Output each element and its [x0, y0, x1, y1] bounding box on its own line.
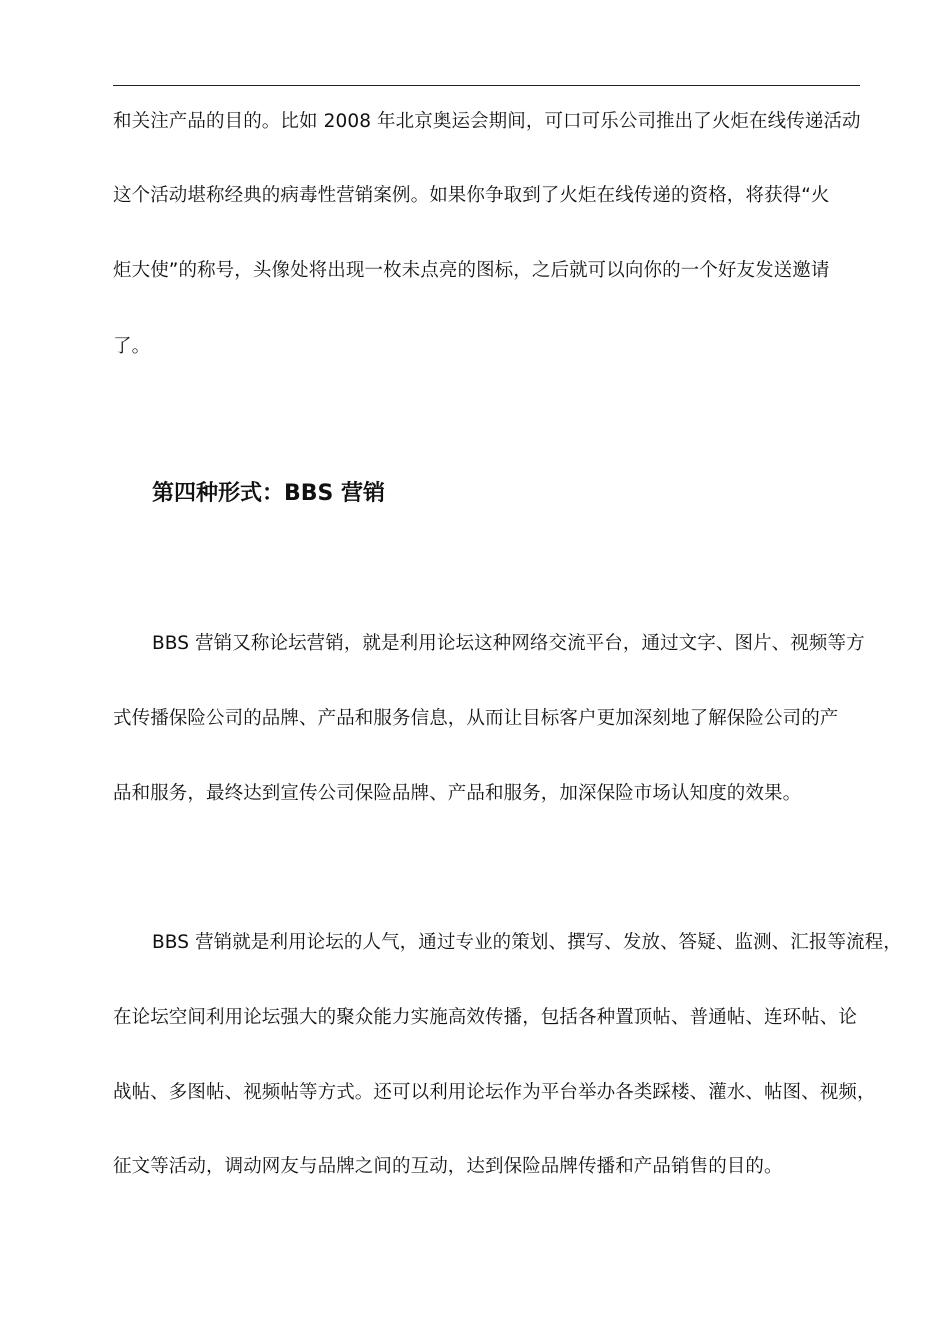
paragraph-line: 了。	[113, 336, 151, 357]
paragraph-line: 和关注产品的目的。比如 2008 年北京奥运会期间，可口可乐公司推出了火炬在线传递活动	[113, 111, 861, 132]
paragraph-line: 品和服务，最终达到宣传公司保险品牌、产品和服务，加深保险市场认知度的效果。	[113, 783, 802, 804]
header-divider	[113, 85, 860, 86]
paragraph-line: BBS 营销就是利用论坛的人气，通过专业的策划、撰写、发放、答疑、监测、汇报等流程，	[152, 932, 902, 953]
paragraph-line: 炬大使”的称号，头像处将出现一枚未点亮的图标，之后就可以向你的一个好友发送邀请	[113, 260, 830, 281]
paragraph-line: 式传播保险公司的品牌、产品和服务信息，从而让目标客户更加深刻地了解保险公司的产	[113, 708, 839, 729]
section-heading: 第四种形式：BBS 营销	[152, 481, 386, 506]
paragraph-line: 战帖、多图帖、视频帖等方式。还可以利用论坛作为平台举办各类踩楼、灌水、帖图、视频，	[113, 1082, 876, 1103]
paragraph-line: 这个活动堪称经典的病毒性营销案例。如果你争取到了火炬在线传递的资格，将获得“火	[113, 185, 830, 206]
paragraph-line: 在论坛空间利用论坛强大的聚众能力实施高效传播，包括各种置顶帖、普通帖、连环帖、论	[113, 1007, 858, 1028]
paragraph-line: 征文等活动，调动网友与品牌之间的互动，达到保险品牌传播和产品销售的目的。	[113, 1156, 783, 1177]
paragraph-line: BBS 营销又称论坛营销，就是利用论坛这种网络交流平台，通过文字、图片、视频等方	[152, 633, 865, 654]
